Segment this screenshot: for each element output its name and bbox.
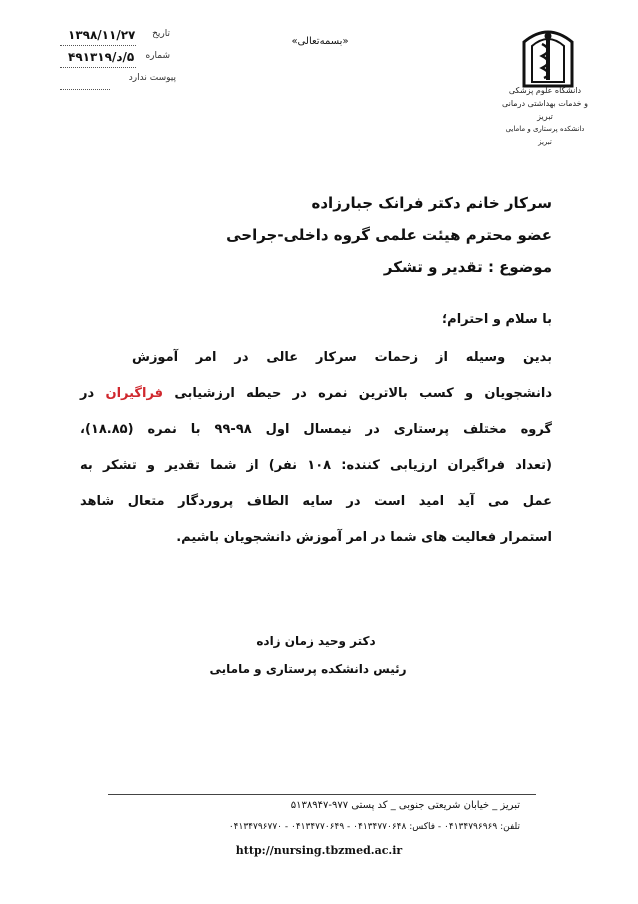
body-line-3: گروه مختلف پرستاری در نیمسال اول ۹۸-۹۹ با نمره (۱۸.۸۵)، [80,422,552,437]
highlighted-word: فراگیران [105,386,164,401]
logo-caption-line: و خدمات بهداشتی درمانی تبریز [501,99,589,121]
recipient-position: عضو محترم هیئت علمی گروه داخلی-جراحی [226,226,552,244]
greeting: با سلام و احترام؛ [441,312,552,327]
attachment-row [60,72,176,90]
bismillah-heading: «بسمه‌تعالی» [291,36,349,47]
letter-number-label: شماره [145,51,170,61]
body-text: دانشجویان و کسب بالاترین نمره در حیطه ارزشیابی [174,386,553,401]
letter-number-value: ۵/د/۴۹۱۳۱۹ [68,50,135,64]
footer-divider [108,794,536,795]
footer-website-link[interactable]: http://nursing.tbzmed.ac.ir [235,844,403,857]
subject-value: تقدیر و تشکر [383,258,483,276]
date-label: تاریخ [152,29,170,39]
body-text: در [80,386,95,401]
university-emblem-icon [518,20,578,90]
recipient-line: سرکار خانم دکتر فرانک جبارزاده [311,194,552,212]
number-row [60,50,170,68]
signatory-title: رئیس دانشکده پرستاری و مامایی [209,662,407,676]
footer-address: تبریز _ خیابان شریعتی جنوبی _ کد پستی ۹۷۷-۵۱۳۸۹۴۷ [290,800,520,811]
body-line-5: عمل می آید امید است در سایه الطاف پروردگار متعال شاهد [80,494,552,509]
signatory-name: دکتر وحید زمان زاده [256,634,376,648]
attachment-label: پیوست ندارد [128,73,176,83]
body-line-2 [80,386,552,408]
date-underline [60,45,136,46]
footer-phones: تلفن: ۰۴۱۳۴۷۹۶۹۶۹ - فاکس: ۰۴۱۳۴۷۷۰۶۴۸ - ۰۴۱۳۴۷۷۰۶۴۹ - ۰۴۱۳۴۷۹۶۷۷۰ [228,822,520,832]
logo-caption [498,84,592,149]
date-value: ۱۳۹۸/۱۱/۲۷ [68,28,136,42]
number-underline [60,67,136,68]
subject-label: موضوع : [487,258,552,276]
logo-caption-line: دانشگاه علوم پزشکی [508,86,582,95]
body-line-4: (تعداد فراگیران ارزیابی کننده: ۱۰۸ نفر) از شما تقدیر و تشکر به [80,458,552,473]
subject-line [384,258,552,276]
date-row [60,28,170,46]
body-line-6: استمرار فعالیت های شما در امر آموزش دانشجویان باشیم. [176,530,552,545]
attachment-underline [60,89,110,90]
logo-caption-line: دانشکده پرستاری و مامایی تبریز [505,125,585,146]
body-line-1: بدین وسیله از زحمات سرکار عالی در امر آموزش [132,350,552,365]
